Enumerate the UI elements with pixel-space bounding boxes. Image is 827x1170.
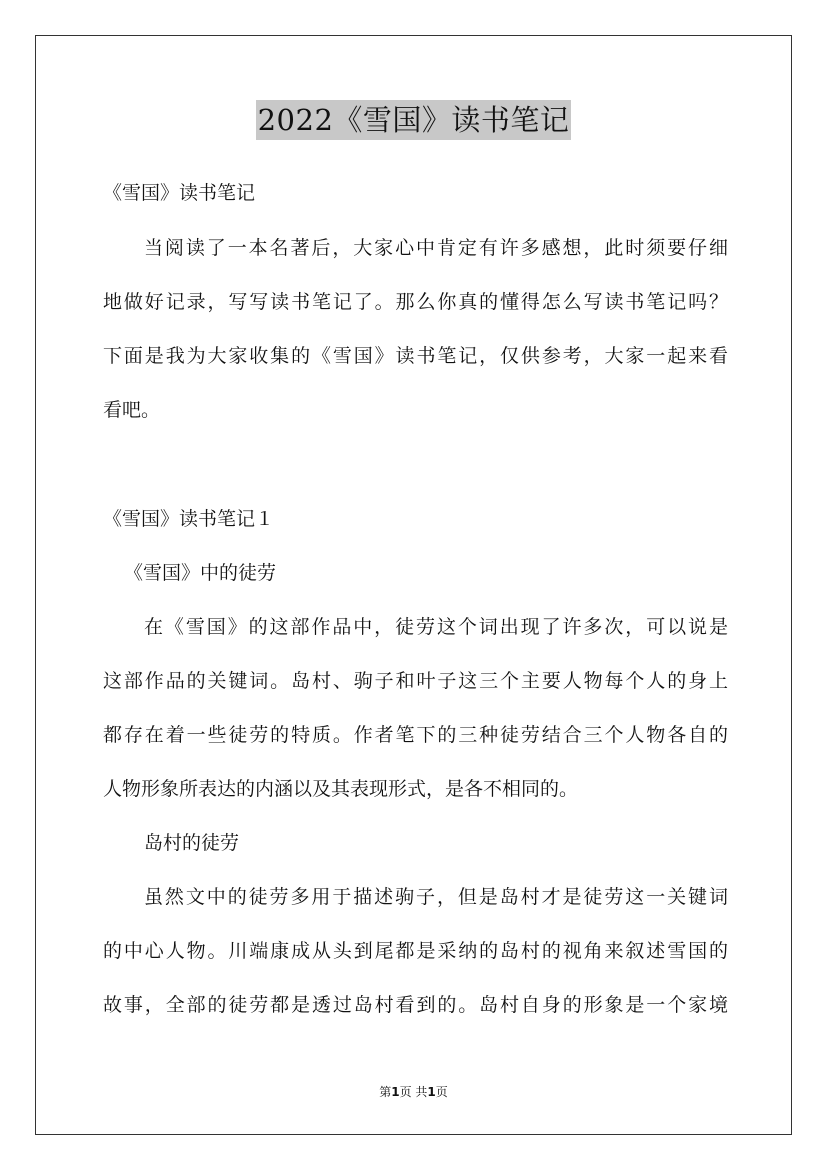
document-subtitle: 《雪国》读书笔记 xyxy=(103,182,256,204)
intro-line: 看吧。 xyxy=(103,399,161,421)
intro-line: 当阅读了一本名著后，大家心中肯定有许多感想，此时须要仔细 xyxy=(144,237,728,259)
section-heading: 《雪国》读书笔记１ xyxy=(103,508,275,530)
title-wrap xyxy=(0,100,827,140)
footer-page-number: 1 xyxy=(391,1085,400,1099)
intro-line: 地做好记录，写写读书笔记了。那么你真的懂得怎么写读书笔记吗？ xyxy=(103,291,728,313)
paragraph-line: 虽然文中的徒劳多用于描述驹子，但是岛村才是徒劳这一关键词 xyxy=(144,886,728,908)
document-title: 2022《雪国》读书笔记 xyxy=(256,100,572,140)
paragraph-line: 这部作品的关键词。岛村、驹子和叶子这三个主要人物每个人的身上 xyxy=(103,670,728,692)
paragraph-line: 在《雪国》的这部作品中，徒劳这个词出现了许多次，可以说是 xyxy=(144,616,728,638)
footer-page-total: 1 xyxy=(427,1085,436,1099)
section-subheading: 岛村的徒劳 xyxy=(144,832,240,854)
page-footer xyxy=(0,1083,827,1100)
paragraph-line: 的中心人物。川端康成从头到尾都是采纳的岛村的视角来叙述雪国的 xyxy=(103,940,728,962)
footer-page-mid: 页 共 xyxy=(399,1085,428,1099)
paragraph-line: 故事，全部的徒劳都是透过岛村看到的。岛村自身的形象是一个家境 xyxy=(103,994,728,1016)
footer-page-prefix: 第 xyxy=(379,1085,392,1099)
footer-page-suffix: 页 xyxy=(435,1085,448,1099)
paragraph-line: 都存在着一些徒劳的特质。作者笔下的三种徒劳结合三个人物各自的 xyxy=(103,724,728,746)
section-subheading: 《雪国》中的徒劳 xyxy=(124,562,277,584)
paragraph-line: 人物形象所表达的内涵以及其表现形式，是各不相同的。 xyxy=(103,778,579,800)
intro-line: 下面是我为大家收集的《雪国》读书笔记，仅供参考，大家一起来看 xyxy=(103,345,728,367)
